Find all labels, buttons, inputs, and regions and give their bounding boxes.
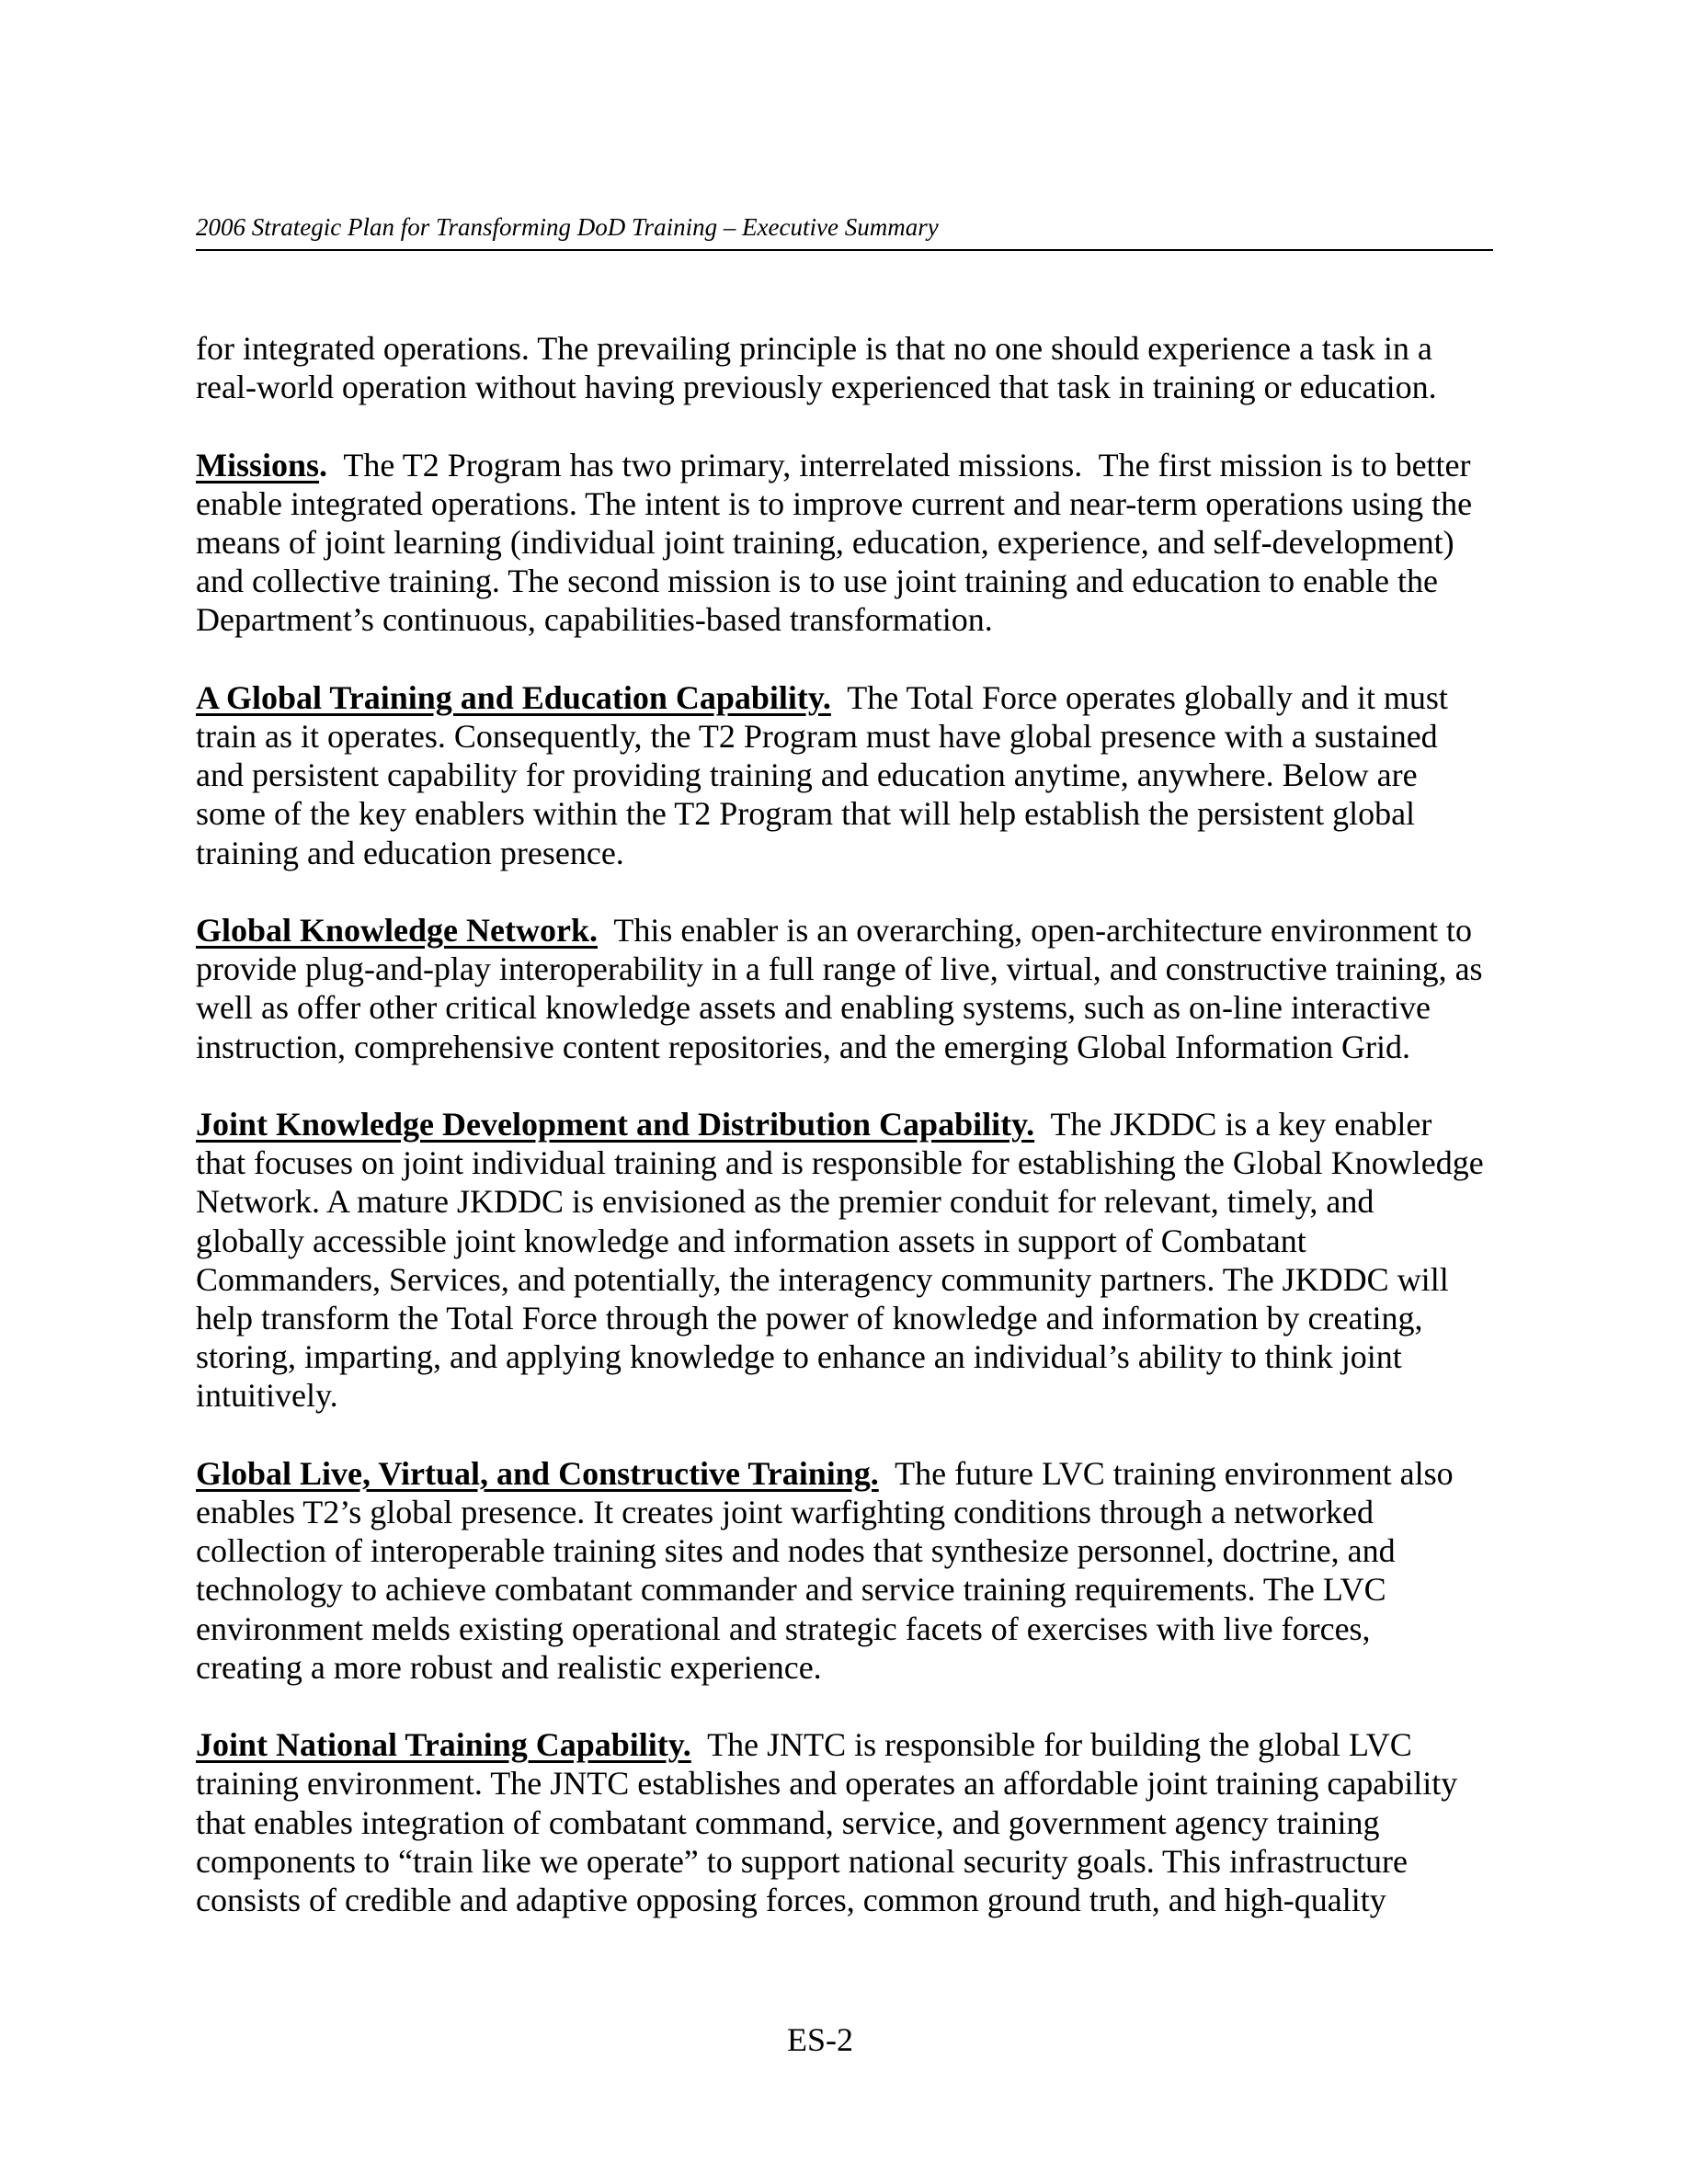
text-line [196,678,1501,717]
text-line: and collective training. The second mission is to use joint training and education to enable the [196,563,1439,600]
text-line: training and education presence. [196,834,624,871]
paragraph-jntc [196,1725,1501,1919]
text-run: The Total Force operates globally and it must [830,678,1448,716]
text-line [196,911,1501,950]
text-run: The future LVC training environment also [878,1454,1454,1492]
page-number: ES-2 [787,2021,853,2058]
section-heading-global-lvc-training: Global Live, Virtual, and Constructive Training. [196,1454,879,1492]
text-run: The JKDDC is a key enabler [1034,1106,1432,1143]
section-heading-global-training-education: A Global Training and Education Capability. [196,678,831,716]
text-line: globally accessible joint knowledge and information assets in support of Combatant [196,1222,1306,1259]
paragraph-jkddc [196,1105,1501,1416]
text-line: that focuses on joint individual training and is responsible for establishing the Global Knowledge [196,1144,1484,1182]
section-heading-missions: Missions [196,446,320,483]
text-line: for integrated operations. The prevailing principle is that no one should experience a task in a [196,330,1432,367]
section-heading-jntc: Joint National Training Capability. [196,1726,691,1764]
text-line: and persistent capability for providing training and education anytime, anywhere. Below are [196,756,1418,794]
text-line: storing, imparting, and applying knowledge to enhance an individual’s ability to think joint [196,1338,1402,1376]
text-line: that enables integration of combatant command, service, and government agency training [196,1803,1380,1841]
text-line: well as offer other critical knowledge assets and enabling systems, such as on-line interactive [196,989,1431,1027]
text-run: The JNTC is responsible for building the global LVC [690,1726,1412,1764]
text-line: technology to achieve combatant commander and service training requirements. The LVC [196,1571,1386,1609]
section-heading-jkddc: Joint Knowledge Development and Distribution Capability. [196,1106,1035,1143]
text-line: provide plug-and-play interoperability in a full range of live, virtual, and constructive training, as [196,950,1483,988]
text-line: real-world operation without having previously experienced that task in training or education. [196,369,1437,406]
text-line: instruction, comprehensive content repositories, and the emerging Global Information Grid. [196,1028,1410,1065]
text-run: This enabler is an overarching, open-architecture environment to [598,912,1472,949]
paragraph-global-lvc-training [196,1454,1501,1687]
text-line: creating a more robust and realistic experience. [196,1648,822,1686]
text-line: Department’s continuous, capabilities-based transformation. [196,601,993,639]
paragraph-global-training-education [196,678,1501,872]
text-line: Network. A mature JKDDC is envisioned as the premier conduit for relevant, timely, and [196,1183,1374,1221]
text-line: enables T2’s global presence. It creates joint warfighting conditions through a networked [196,1494,1374,1531]
paragraph-missions [196,446,1501,640]
text-line: consists of credible and adaptive opposing forces, common ground truth, and high-quality [196,1882,1386,1919]
text-line: some of the key enablers within the T2 Program that will help establish the persistent global [196,795,1416,833]
running-header: 2006 Strategic Plan for Transforming DoD Training – Executive Summary [196,213,939,241]
text-line: train as it operates. Consequently, the T2 Program must have global presence with a sustained [196,718,1438,755]
text-line: intuitively. [196,1377,338,1415]
text-line: collection of interoperable training sites and nodes that synthesize personnel, doctrine, and [196,1532,1396,1570]
text-run: The T2 Program has two primary, interrelated missions. The first mission is to better [327,446,1471,483]
text-line: training environment. The JNTC establishes and operates an affordable joint training capability [196,1765,1458,1803]
paragraph-intro-continuation [196,329,1501,406]
text-line [196,1454,1501,1493]
text-line: components to “train like we operate” to support national security goals. This infrastructure [196,1842,1408,1880]
text-line: enable integrated operations. The intent is to improve current and near-term operations using the [196,484,1473,522]
header-rule [196,249,1493,251]
text-line [196,1725,1501,1764]
text-line [196,446,1501,484]
text-line: Commanders, Services, and potentially, the interagency community partners. The JKDDC will [196,1260,1449,1298]
heading-period: . [319,446,328,483]
text-line: help transform the Total Force through the power of knowledge and information by creating, [196,1300,1423,1337]
body-text [196,329,1501,1958]
text-line: means of joint learning (individual joint training, education, experience, and self-development) [196,524,1454,561]
section-heading-global-knowledge-network: Global Knowledge Network. [196,912,598,949]
text-line [196,1105,1501,1143]
paragraph-global-knowledge-network [196,911,1501,1066]
text-line: environment melds existing operational and strategic facets of exercises with live forces, [196,1610,1371,1647]
